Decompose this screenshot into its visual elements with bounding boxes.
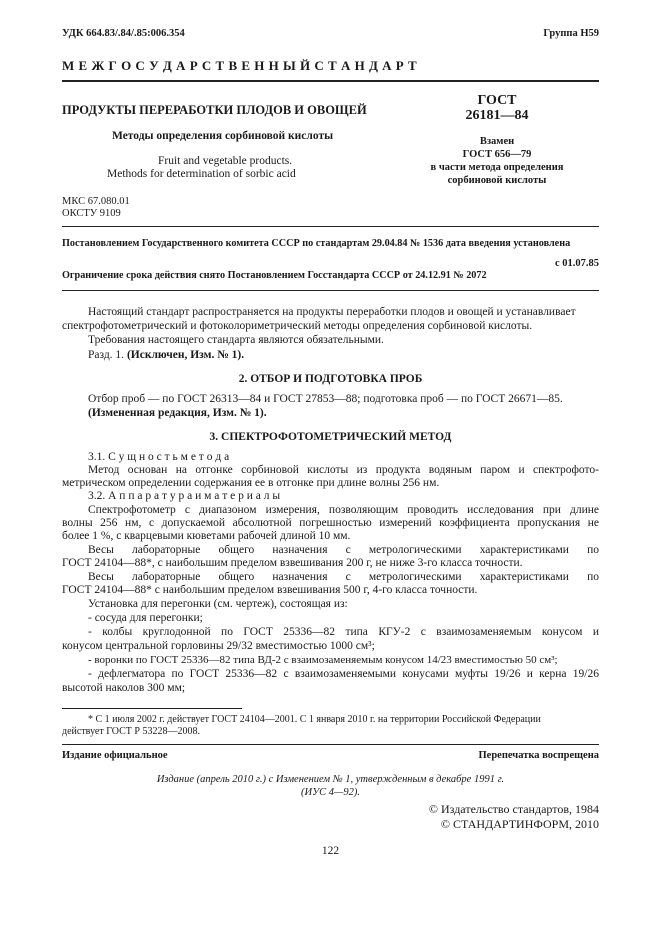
replaces-label: Взамен [479, 136, 515, 147]
header-rule [62, 80, 599, 82]
footnote-line2: действует ГОСТ Р 53228—2008. [62, 726, 200, 737]
title-en-2: Methods for determination of sorbic acid [107, 168, 296, 180]
spectrophotometer-line2: волны 256 нм, с допускаемой абсолютной погрешностью измерений коэффициента пропускания не [62, 517, 599, 529]
gost-label: ГОСТ [477, 93, 517, 108]
section-2-text: Отбор проб — по ГОСТ 26313—84 и ГОСТ 27853—88; подготовка проб — по ГОСТ 26671—85. [88, 393, 563, 405]
decree-rule [62, 290, 599, 291]
subtitle-ru: Методы определения сорбиновой кислоты [112, 130, 334, 142]
edition-line2: (ИУС 4—92). [301, 787, 360, 798]
footnote-rule [62, 708, 242, 709]
scales-2-line2: ГОСТ 24104—88* с наибольшим пределом взвешивания 500 г, 4-го класса точности. [62, 584, 478, 596]
section-2-note: (Измененная редакция, Изм. № 1). [88, 407, 267, 419]
replaces-scope-2: сорбиновой кислоты [447, 175, 547, 186]
okstu-code: ОКСТУ 9109 [62, 208, 121, 219]
s31-title: 3.1. С у щ н о с т ь м е т о д а [88, 451, 230, 463]
footnote-rule-bottom [62, 744, 599, 745]
gost-number: 26181—84 [465, 108, 529, 123]
decree-date: с 01.07.85 [554, 258, 599, 269]
setup-item-dephlegmator-line1: - дефлегматора по ГОСТ 25336—82 с взаимозаменяемыми конусами муфты 19/26 и керна 19/26 [88, 668, 599, 680]
setup-item-funnel: - воронки по ГОСТ 25336—82 типа ВД-2 с взаимозаменяемым конусом 14/23 вместимостью 50 см³; [88, 654, 558, 666]
scales-2-line1: Весы лабораторные общего назначения с метрологическими характеристиками по [88, 571, 599, 583]
spectrophotometer-line3: более 1 %, с кварцевыми кюветами рабочей длиной 10 мм. [62, 530, 351, 542]
title-ru: ПРОДУКТЫ ПЕРЕРАБОТКИ ПЛОДОВ И ОВОЩЕЙ [62, 103, 367, 117]
scales-1-line1: Весы лабораторные общего назначения с метрологическими характеристиками по [88, 544, 599, 556]
intro-p2: Требования настоящего стандарта являются обязательными. [88, 334, 384, 346]
setup-item-vessel: - сосуда для перегонки; [88, 612, 203, 624]
reprint-notice: Перепечатка воспрещена [478, 750, 599, 761]
decree-line-1: Постановлением Государственного комитета СССР по стандартам 29.04.84 № 1536 дата введения установлена [62, 238, 571, 249]
copyright-2010: © СТАНДАРТИНФОРМ, 2010 [440, 817, 599, 831]
section-2-heading: 2. ОТБОР И ПОДГОТОВКА ПРОБ [238, 373, 423, 385]
group-code: Группа Н59 [543, 28, 599, 39]
setup-item-flask-line2: конусом центральной горловины 29/32 вместимостью 1000 см³; [62, 640, 375, 652]
s31-line2: метрическом определении содержания ее в отгонке при длине волны 256 нм. [62, 477, 440, 489]
replaces-scope-1: в части метода определения [430, 162, 564, 173]
intro-p3-prefix: Разд. 1. [88, 349, 125, 361]
title-rule [62, 226, 599, 227]
copyright-1984: © Издательство стандартов, 1984 [428, 802, 599, 816]
mks-code: МКС 67.080.01 [62, 196, 130, 207]
spectrophotometer-line1: Спектрофотометр с диапазоном измерения, позволяющим проводить исследования при длине [88, 504, 599, 516]
s32-title: 3.2. А п п а р а т у р а и м а т е р и а л ы [88, 490, 281, 502]
replaces-gost: ГОСТ 656—79 [462, 149, 532, 160]
setup-item-flask-line1: - колбы круглодонной по ГОСТ 25336—82 типа КГУ-2 с взаимозаменяемым конусом и [88, 626, 599, 638]
intro-p1-line2: спектрофотометрический и фотоколориметрический методы определения сорбиновой кислоты. [62, 320, 533, 332]
intro-p3 [88, 349, 244, 361]
page-number: 122 [321, 845, 340, 857]
udk-code: УДК 664.83/.84/.85:006.354 [62, 28, 185, 39]
intro-p3-note: (Исключен, Изм. № 1). [126, 349, 245, 361]
scales-1-line2: ГОСТ 24104—88*, с наибольшим пределом взвешивания 200 г, не ниже 3-го класса точности. [62, 557, 523, 569]
intro-p1-line1: Настоящий стандарт распространяется на продукты переработки плодов и овощей и устанавливает [88, 306, 576, 318]
setup-item-dephlegmator-line2: высотой наколов 300 мм; [62, 682, 186, 694]
distillation-setup: Установка для перегонки (см. чертеж), состоящая из: [88, 598, 348, 610]
edition-line1: Издание (апрель 2010 г.) с Изменением № 1, утвержденным в декабре 1991 г. [156, 774, 505, 785]
s31-line1: Метод основан на отгонке сорбиновой кислоты из продукта водяным паром и спектрофото- [88, 464, 599, 476]
section-3-heading: 3. СПЕКТРОФОТОМЕТРИЧЕСКИЙ МЕТОД [209, 431, 452, 443]
title-en-1: Fruit and vegetable products. [158, 155, 293, 167]
standard-banner: М Е Ж Г О С У Д А Р С Т В Е Н Н Ы Й С Т А Н Д А Р Т [62, 58, 418, 73]
official-edition: Издание официальное [62, 750, 168, 761]
footnote-line1: * С 1 июля 2002 г. действует ГОСТ 24104—2001. С 1 января 2010 г. на территории Российской Федерации [88, 714, 541, 725]
decree-line-2: Ограничение срока действия снято Постановлением Госстандарта СССР от 24.12.91 № 2072 [62, 270, 487, 281]
